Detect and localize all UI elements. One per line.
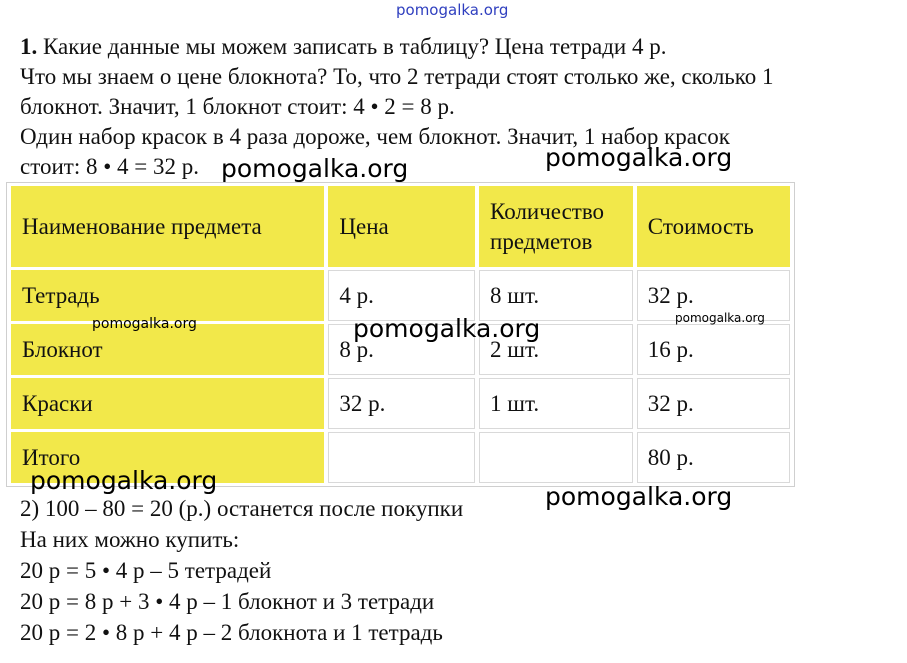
table-row <box>11 378 790 429</box>
watermark: pomogalka.org <box>675 311 765 325</box>
task-number: 1. <box>20 34 38 59</box>
solution-line: 2) 100 – 80 = 20 (р.) останется после покупки <box>20 496 464 521</box>
row-price: 4 р. <box>328 270 475 321</box>
watermark: pomogalka.org <box>221 154 409 183</box>
row-cost: 32 р. <box>637 270 790 321</box>
task-intro-line <box>20 32 666 62</box>
task-intro-line: Что мы знаем о цене блокнота? То, что 2 тетради стоят столько же, сколько 1 <box>20 64 774 89</box>
task-intro-line: стоит: 8 • 4 = 32 р. <box>20 154 199 179</box>
row-price <box>328 432 475 483</box>
solution-line: 20 р = 2 • 8 р + 4 р – 2 блокнота и 1 тетрадь <box>20 620 443 645</box>
header-cost: Стоимость <box>637 186 790 267</box>
header-quantity-line1: Количество <box>490 198 605 224</box>
row-price: 32 р. <box>328 378 475 429</box>
row-name: Блокнот <box>11 324 324 375</box>
row-quantity: 8 шт. <box>479 270 633 321</box>
task-intro-line: Один набор красок в 4 раза дороже, чем блокнот. Значит, 1 набор красок <box>20 124 730 149</box>
header-name: Наименование предмета <box>11 186 324 267</box>
row-quantity: 1 шт. <box>479 378 633 429</box>
row-cost: 32 р. <box>637 378 790 429</box>
header-price: Цена <box>328 186 475 267</box>
row-name: Краски <box>11 378 324 429</box>
row-price: 8 р. <box>328 324 475 375</box>
header-quantity <box>479 186 633 267</box>
solution-line: На них можно купить: <box>20 527 240 552</box>
row-cost: 80 р. <box>637 432 790 483</box>
row-name: Итого <box>11 432 324 483</box>
watermark: pomogalka.org <box>545 482 733 511</box>
row-quantity <box>479 432 633 483</box>
header-quantity-line2: предметов <box>490 228 593 254</box>
watermark: pomogalka.org <box>545 143 733 172</box>
watermark: pomogalka.org <box>92 316 197 332</box>
solution-line: 20 р = 5 • 4 р – 5 тетрадей <box>20 558 272 583</box>
row-name: Тетрадь <box>11 270 324 321</box>
watermark: pomogalka.org <box>353 314 541 343</box>
watermark: pomogalka.org <box>30 466 218 495</box>
intro-text: Какие данные мы можем записать в таблицу? Цена тетради 4 р. <box>37 34 667 59</box>
table-header-row <box>11 186 790 267</box>
row-quantity: 2 шт. <box>479 324 633 375</box>
solution-line: 20 р = 8 р + 3 • 4 р – 1 блокнот и 3 тетради <box>20 589 435 614</box>
top-watermark: pomogalka.org <box>396 1 509 19</box>
task-intro-line: блокнот. Значит, 1 блокнот стоит: 4 • 2 = 8 р. <box>20 94 455 119</box>
row-cost: 16 р. <box>637 324 790 375</box>
